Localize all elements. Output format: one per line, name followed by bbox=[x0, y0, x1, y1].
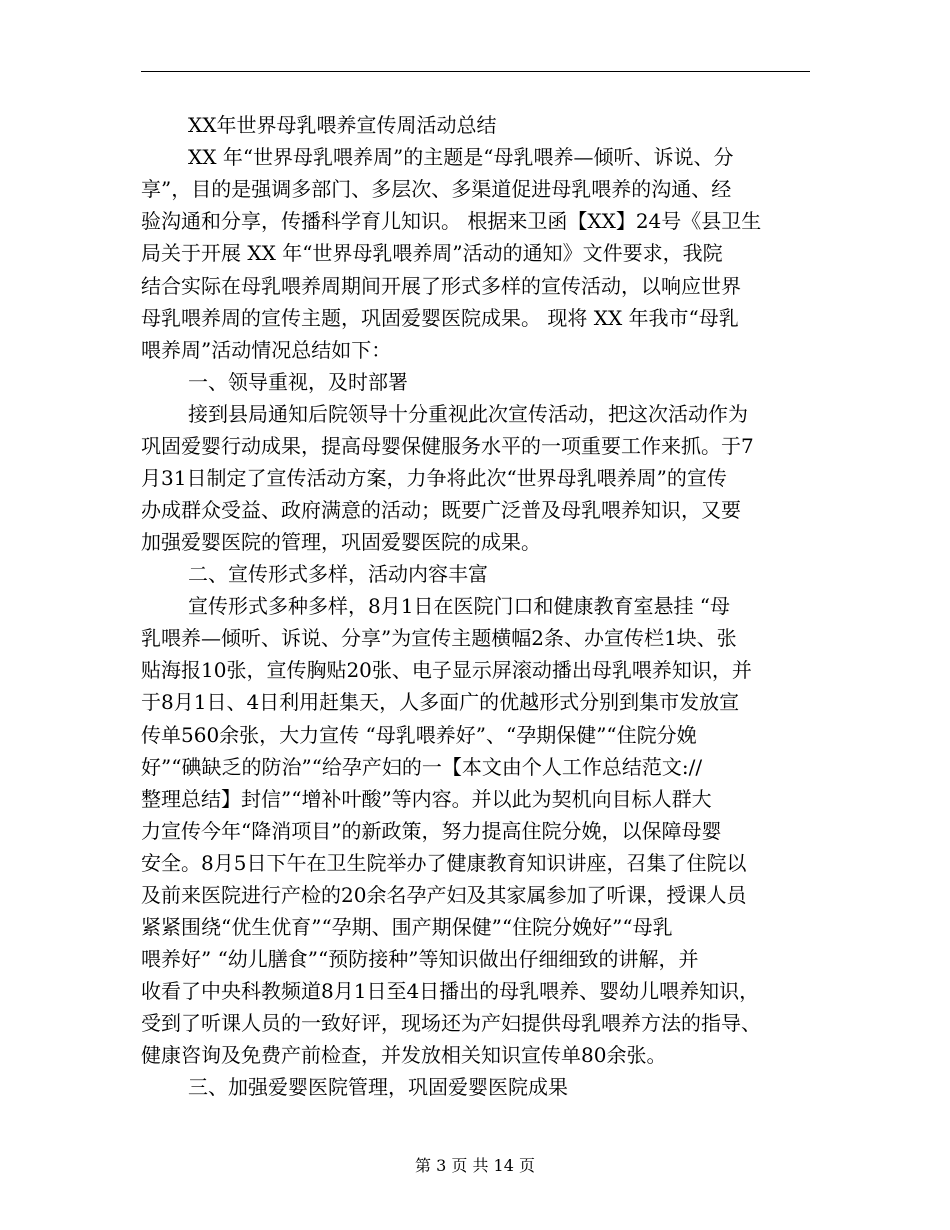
text-line: XX 年“世界母乳喂养周”的主题是“母乳喂养—倾听、诉说、分 bbox=[188, 145, 734, 169]
text-line: 加强爱婴医院的管理，巩固爱婴医院的成果。 bbox=[141, 530, 541, 554]
text-line: 贴海报10张，宣传胸贴20张、电子显示屏滚动播出母乳喂养知识，并 bbox=[141, 658, 752, 682]
text-line: 验沟通和分享，传播科学育儿知识。 根据来卫函【XX】24号《县卫生 bbox=[141, 209, 762, 233]
text-line: 健康咨询及免费产前检查，并发放相关知识宣传单80余张。 bbox=[141, 1043, 667, 1067]
document-title: XX年世界母乳喂养宣传周活动总结 bbox=[188, 113, 497, 137]
text-line: 局关于开展 XX 年“世界母乳喂养周”活动的通知》文件要求，我院 bbox=[141, 241, 723, 265]
text-line: 喂养周”活动情况总结如下： bbox=[141, 338, 392, 362]
text-line: 母乳喂养周的宣传主题，巩固爱婴医院成果。 现将 XX 年我市“母乳 bbox=[141, 306, 739, 330]
text-line: 安全。8月5日下午在卫生院举办了健康教育知识讲座，召集了住院以 bbox=[141, 851, 747, 875]
text-line: 受到了听课人员的一致好评，现场还为产妇提供母乳喂养方法的指导、 bbox=[141, 1011, 761, 1035]
text-line: 收看了中央科教频道8月1日至4日播出的母乳喂养、婴幼儿喂养知识， bbox=[141, 979, 760, 1003]
text-line: 传单560余张，大力宣传 “母乳喂养好”、“孕期保健”“住院分娩 bbox=[141, 723, 697, 747]
text-line: 结合实际在母乳喂养周期间开展了形式多样的宣传活动，以响应世界 bbox=[141, 274, 741, 298]
text-line: 接到县局通知后院领导十分重视此次宣传活动，把这次活动作为 bbox=[188, 402, 748, 426]
text-line: 好”“碘缺乏的防治”“给孕产妇的一【本文由个人工作总结范文:// bbox=[141, 755, 703, 779]
text-line: 乳喂养—倾听、诉说、分享”为宣传主题横幅2条、办宣传栏1块、张 bbox=[141, 626, 737, 650]
text-line: 喂养好” “幼儿膳食”“预防接种”等知识做出仔细细致的讲解，并 bbox=[141, 947, 699, 971]
text-line: 月31日制定了宣传活动方案，力争将此次“世界母乳喂养周”的宣传 bbox=[141, 466, 727, 490]
section-heading: 二、宣传形式多样，活动内容丰富 bbox=[188, 562, 488, 586]
text-line: 整理总结】封信”“增补叶酸”等内容。并以此为契机向目标人群大 bbox=[141, 787, 712, 811]
section-heading: 一、领导重视，及时部署 bbox=[188, 370, 408, 394]
text-line: 巩固爱婴行动成果，提高母婴保健服务水平的一项重要工作来抓。于7 bbox=[141, 434, 754, 458]
section-heading: 三、加强爱婴医院管理，巩固爱婴医院成果 bbox=[188, 1075, 568, 1099]
text-line: 于8月1日、4日利用赶集天，人多面广的优越形式分别到集市发放宣 bbox=[141, 690, 740, 714]
page-number: 第 3 页 共 14 页 bbox=[415, 1156, 535, 1175]
text-line: 办成群众受益、政府满意的活动；既要广泛普及母乳喂养知识，又要 bbox=[141, 498, 741, 522]
text-line: 享”，目的是强调多部门、多层次、多渠道促进母乳喂养的沟通、经 bbox=[141, 177, 732, 201]
text-line: 紧紧围绕“优生优育”“孕期、围产期保健”“住院分娩好”“母乳 bbox=[141, 915, 673, 939]
text-line: 力宣传今年“降消项目”的新政策，努力提高住院分娩，以保障母婴 bbox=[141, 819, 722, 843]
text-line: 及前来医院进行产检的20余名孕产妇及其家属参加了听课，授课人员 bbox=[141, 883, 747, 907]
text-line: 宣传形式多种多样，8月1日在医院门口和健康教育室悬挂 “母 bbox=[188, 594, 731, 618]
header-rule bbox=[141, 71, 810, 72]
